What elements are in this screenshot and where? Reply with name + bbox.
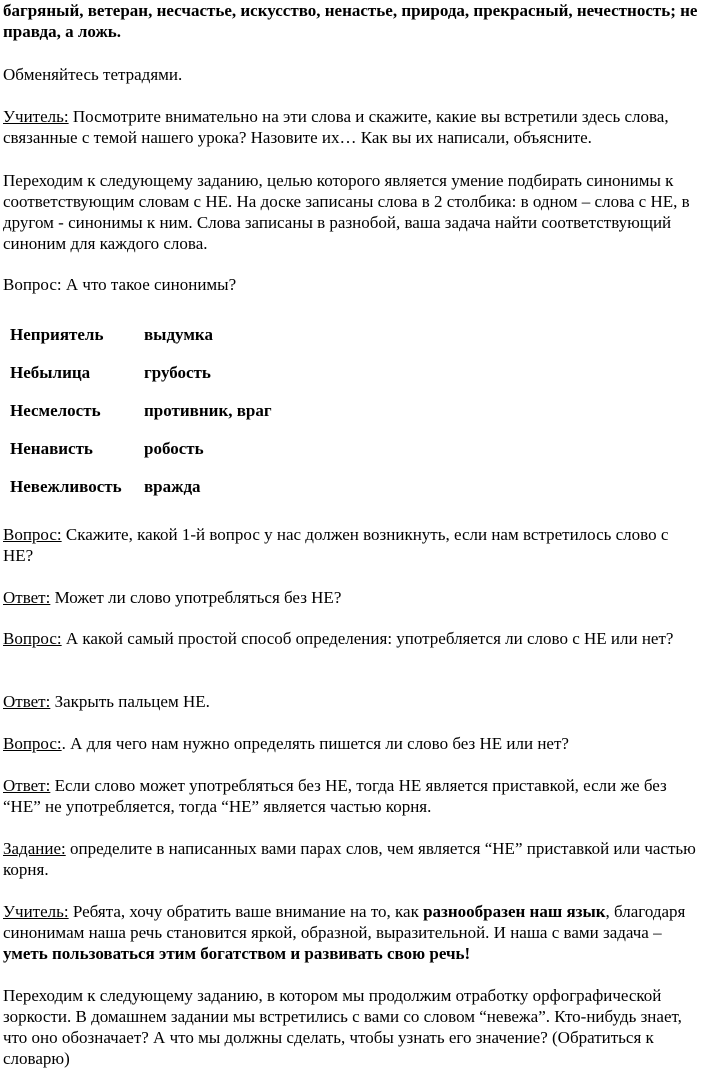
synonym-cell: робость	[144, 438, 204, 458]
teacher-paragraph-1	[3, 106, 701, 148]
answer-label: Ответ:	[3, 588, 51, 607]
word-cell: Небылица	[10, 362, 91, 382]
table-row	[3, 353, 272, 391]
next-task-paragraph: Переходим к следующему заданию, целью которого является умение подбирать синонимы к соответствующим словам с НЕ. На доске записаны слова в 2 столбика: в одном – слова с НЕ, в другом - синонимы к ним. Слова записаны в разнобой, ваша задача найти соответствующий синоним для каждого слова.	[3, 171, 690, 253]
synonyms-table	[3, 315, 272, 505]
word-cell: Невежливость	[10, 476, 122, 496]
qa-question-2	[3, 628, 701, 649]
question-text: . А для чего нам нужно определять пишется ли слово без НЕ или нет?	[61, 734, 569, 753]
assignment-label: Задание:	[3, 839, 66, 858]
word-cell: Несмелость	[10, 400, 101, 420]
qa-answer-1	[3, 587, 701, 608]
word-cell: Ненависть	[10, 438, 93, 458]
final-paragraph: Переходим к следующему заданию, в котором мы продолжим отработку орфографической зоркости. В домашнем задании мы встретились с вами со словом “невежа”. Кто-нибудь знает, что оно обозначает? А что мы должны сделать, чтобы узнать его значение? (Обратиться к словарю)	[3, 986, 682, 1068]
answer-text: Может ли слово употребляться без НЕ?	[50, 588, 342, 607]
question-label: Вопрос:	[3, 629, 62, 648]
synonym-cell: противник, враг	[144, 400, 272, 420]
question-synonyms: Вопрос: А что такое синонимы?	[3, 275, 237, 294]
question-text: А какой самый простой способ определения: употребляется ли слово с НЕ или нет?	[61, 629, 674, 648]
table-row	[3, 429, 272, 467]
answer-text: Закрыть пальцем НЕ.	[50, 692, 210, 711]
emphasis-task: уметь пользоваться этим богатством и развивать свою речь!	[3, 944, 471, 963]
teacher-label: Учитель:	[3, 107, 69, 126]
synonym-cell: выдумка	[144, 324, 213, 344]
teacher-paragraph-2	[3, 901, 701, 964]
qa-question-3	[3, 733, 701, 754]
teacher-text-1: Ребята, хочу обратить ваше внимание на то, как	[68, 902, 424, 921]
answer-label: Ответ:	[3, 692, 51, 711]
synonym-cell: вражда	[144, 476, 201, 496]
question-label: Вопрос:	[3, 525, 62, 544]
table-row	[3, 315, 272, 353]
answer-label: Ответ:	[3, 776, 51, 795]
assignment-paragraph	[3, 838, 701, 880]
qa-answer-2	[3, 691, 701, 712]
question-label: Вопрос:	[3, 734, 62, 753]
word-cell: Неприятель	[10, 324, 104, 344]
teacher-text: Посмотрите внимательно на эти слова и скажите, какие вы встретили здесь слова, связанные с темой нашего урока? Назовите их… Как вы их написали, объясните.	[3, 107, 669, 147]
teacher-text-2: , благодаря синонимам наша речь становится яркой, образной, выразительной. И наша с вами задача –	[3, 902, 686, 942]
synonym-cell: грубость	[144, 362, 211, 382]
assignment-text: определите в написанных вами парах слов, чем является “НЕ” приставкой или частью корня.	[3, 839, 696, 879]
emphasis-language: разнообразен наш язык	[423, 902, 606, 921]
answer-text: Если слово может употребляться без НЕ, тогда НЕ является приставкой, если же без “НЕ” не употребляется, тогда “НЕ” является частью корня.	[3, 776, 667, 816]
qa-question-1	[3, 524, 701, 566]
table-row	[3, 467, 272, 505]
question-text: Скажите, какой 1-й вопрос у нас должен возникнуть, если нам встретилось слово с НЕ?	[3, 525, 669, 565]
exchange-instruction: Обменяйтесь тетрадями.	[3, 65, 183, 84]
intro-words: багряный, ветеран, несчастье, искусство, ненастье, природа, прекрасный, нечестность; не правда, а ложь.	[3, 1, 698, 41]
qa-answer-3	[3, 775, 701, 817]
table-row	[3, 391, 272, 429]
teacher-label: Учитель:	[3, 902, 69, 921]
